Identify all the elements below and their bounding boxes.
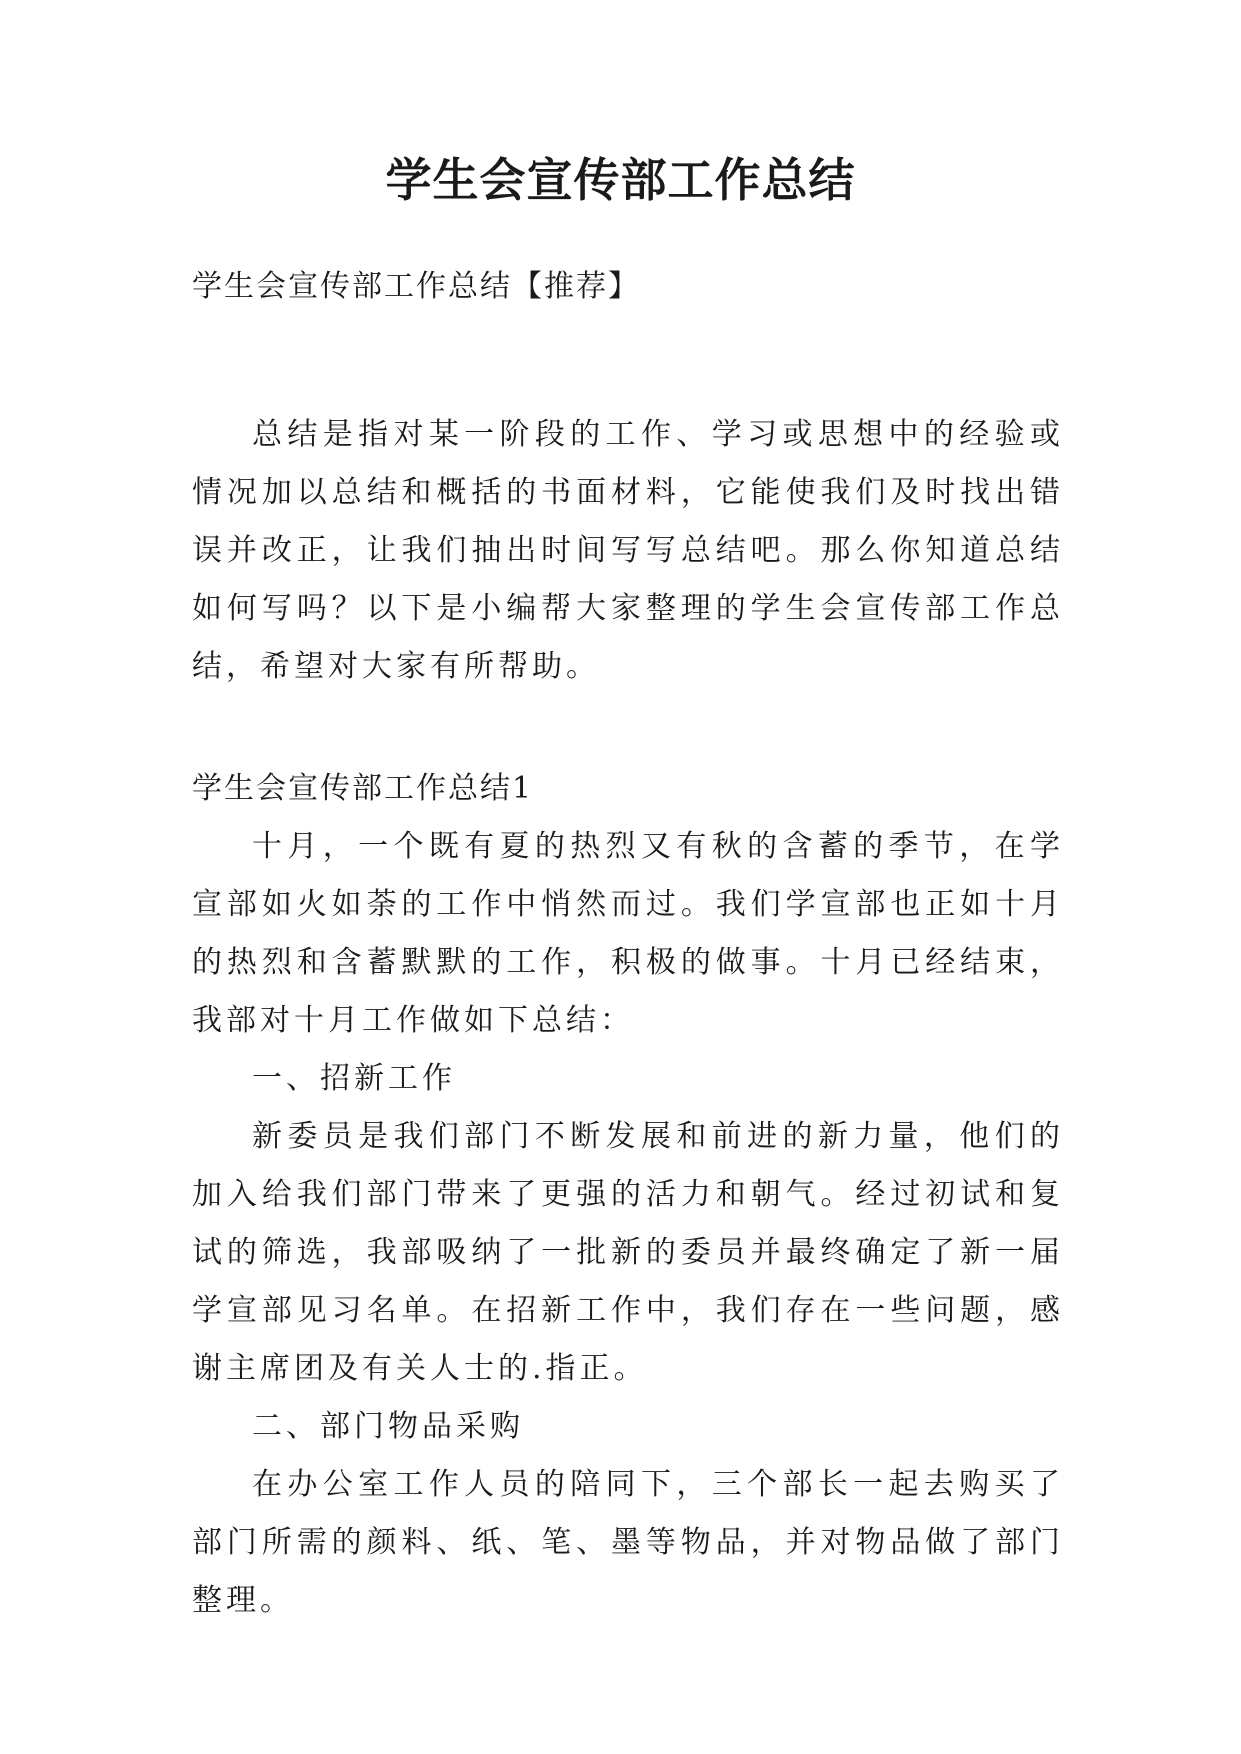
section-1 — [192, 760, 1064, 1630]
section-opening-paragraph: 十月，一个既有夏的热烈又有秋的含蓄的季节，在学宣部如火如荼的工作中悄然而过。我们学宣部也正如十月的热烈和含蓄默默的工作，积极的做事。十月已经结束，我部对十月工作做如下总结： — [192, 829, 1064, 1038]
document-title: 学生会宣传部工作总结 — [385, 153, 856, 207]
item-1-title: 一、招新工作 — [252, 1061, 456, 1096]
document-subtitle: 学生会宣传部工作总结【推荐】 — [192, 269, 640, 304]
section-heading: 学生会宣传部工作总结1 — [192, 771, 534, 806]
item-2-title: 二、部门物品采购 — [252, 1409, 524, 1444]
item-1-paragraph: 新委员是我们部门不断发展和前进的新力量，他们的加入给我们部门带来了更强的活力和朝气。经过初试和复试的筛选，我部吸纳了一批新的委员并最终确定了新一届学宣部见习名单。在招新工作中，我们存在一些问题，感谢主席团及有关人士的.指正。 — [192, 1119, 1064, 1386]
intro-block — [192, 406, 1064, 696]
intro-paragraph: 总结是指对某一阶段的工作、学习或思想中的经验或情况加以总结和概括的书面材料，它能使我们及时找出错误并改正，让我们抽出时间写写总结吧。那么你知道总结如何写吗？以下是小编帮大家整理的学生会宣传部工作总结，希望对大家有所帮助。 — [192, 417, 1064, 684]
item-2-paragraph: 在办公室工作人员的陪同下，三个部长一起去购买了部门所需的颜料、纸、笔、墨等物品，并对物品做了部门整理。 — [192, 1467, 1064, 1618]
